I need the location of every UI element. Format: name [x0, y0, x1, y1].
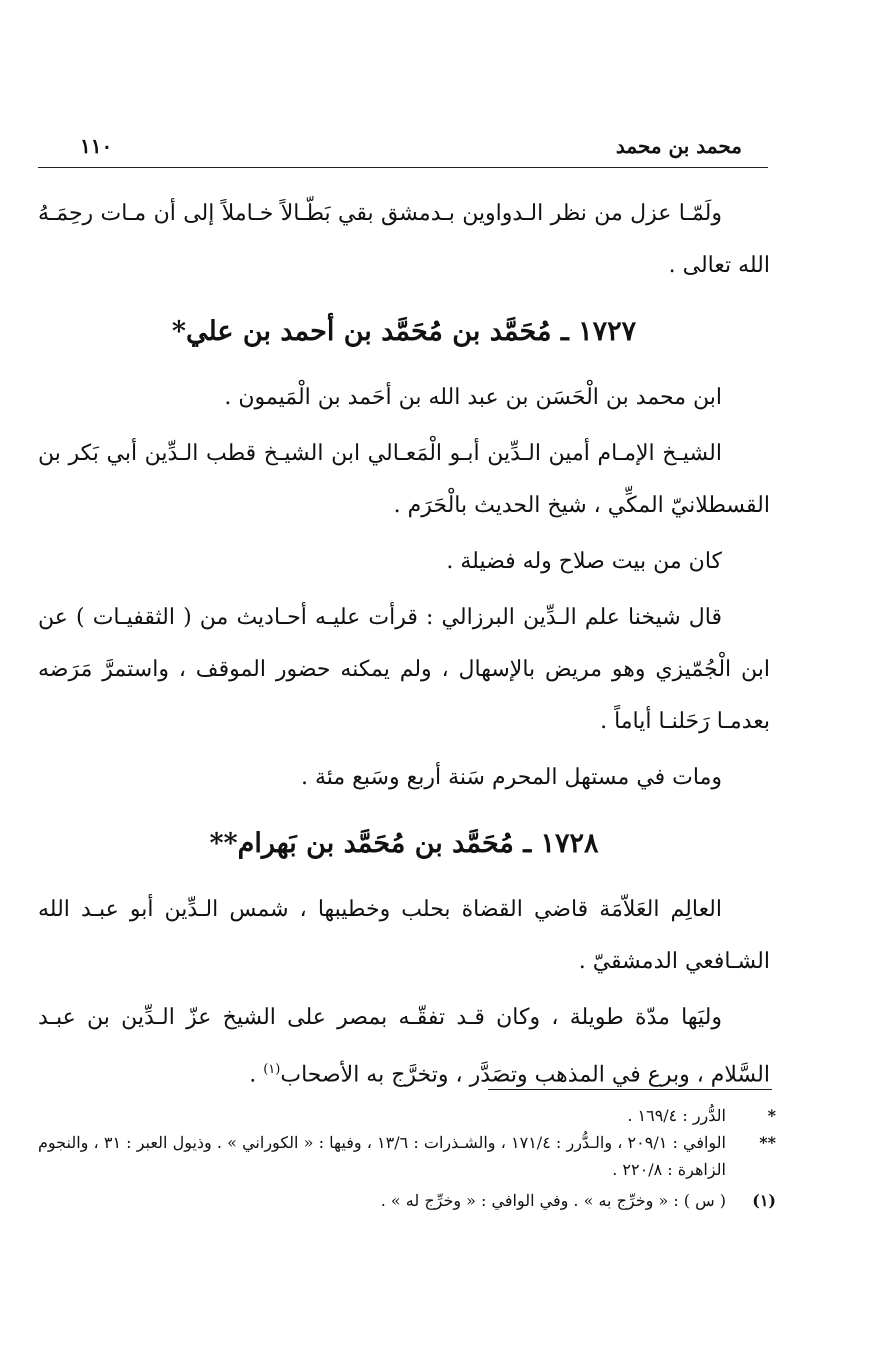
- footnote-text: ( س ) : « وخرِّج به » . وفي الوافي : « وخرِّج له » .: [380, 1191, 726, 1210]
- main-text: [38, 188, 770, 1101]
- paragraph-titles: الشيـخ الإمـام أمين الـدِّين أبـو الْمَعـالي ابن الشيـخ قطب الـدِّين أبي بَكر بن القسطلانيّ المكِّي ، شيخ الحديث بالْحَرَم .: [38, 441, 770, 518]
- footnote-marker: **: [759, 1133, 776, 1152]
- footnote-reference-1[interactable]: (١): [263, 1062, 281, 1077]
- footnote-divider: [488, 1089, 772, 1090]
- footnote-marker: (١): [752, 1191, 776, 1210]
- footnote-item: [38, 1102, 776, 1129]
- entry-heading-1727: ١٧٢٧ ـ مُحَمَّد بن مُحَمَّد بن أحمد بن علي*: [171, 316, 637, 347]
- footnote-text: الدُّرر : ١٦٩/٤ .: [627, 1106, 726, 1125]
- entry-heading-1728: ١٧٢٨ ـ مُحَمَّد بن مُحَمَّد بن بَهرام**: [209, 828, 599, 859]
- header-divider: [38, 167, 768, 168]
- career-end: .: [249, 1062, 264, 1088]
- paragraph-barzali: قال شيخنا علم الـدِّين البرزالي : قرأت عليـه أحـاديث من ( الثقفيـات ) عن ابن الْجُمّيزي وهو مريض بالإسهال ، ولم يمكنه حضور الموقف ، واستمرَّ مَرَضه بعدمـا رَحَلنـا أياماً .: [38, 605, 770, 734]
- page-number: ١١٠: [80, 134, 113, 158]
- running-title: محمد بن محمد: [615, 134, 742, 158]
- paragraph-alim: العالِم العَلاّمَة قاضي القضاة بحلب وخطيبها ، شمس الـدِّين أبو عبـد الله الشـافعي الدمشقيّ .: [38, 897, 770, 974]
- career-text: وليَها مدّة طويلة ، وكان قـد تفقّـه بمصر على الشيخ عزّ الـدِّين بن عبـد السَّلام ، وبرع في المذهب وتصَدَّر ، وتخرَّج به الأصحاب: [38, 1005, 770, 1088]
- paragraph-house: كان من بيت صلاح وله فضيلة .: [446, 549, 722, 574]
- footnotes: [38, 1102, 776, 1214]
- paragraph-death: ومات في مستهل المحرم سَنة أربع وسَبع مئة .: [300, 765, 722, 790]
- paragraph-career: [38, 992, 770, 1101]
- paragraph-lineage: ابن محمد بن الْحَسَن بن عبد الله بن أحَمد بن الْمَيمون .: [224, 385, 722, 410]
- footnote-item: [38, 1187, 776, 1214]
- footnote-item: [38, 1129, 776, 1183]
- page-header: [38, 132, 768, 166]
- footnote-text: الوافي : ٢٠٩/١ ، والـدُّرر : ١٧١/٤ ، والشـذرات : ١٣/٦ ، وفيها : « الكوراني » . وذيول العبر : ٣١ ، والنجوم الزاهرة : ٢٢٠/٨ .: [38, 1133, 727, 1179]
- footnote-marker: *: [767, 1106, 776, 1125]
- paragraph-1: ولَمّـا عزل من نظر الـدواوين بـدمشق بقي بَطّـالاً خـاملاً إلى أن مـات رحِمَـهُ الله تعالى .: [38, 201, 770, 278]
